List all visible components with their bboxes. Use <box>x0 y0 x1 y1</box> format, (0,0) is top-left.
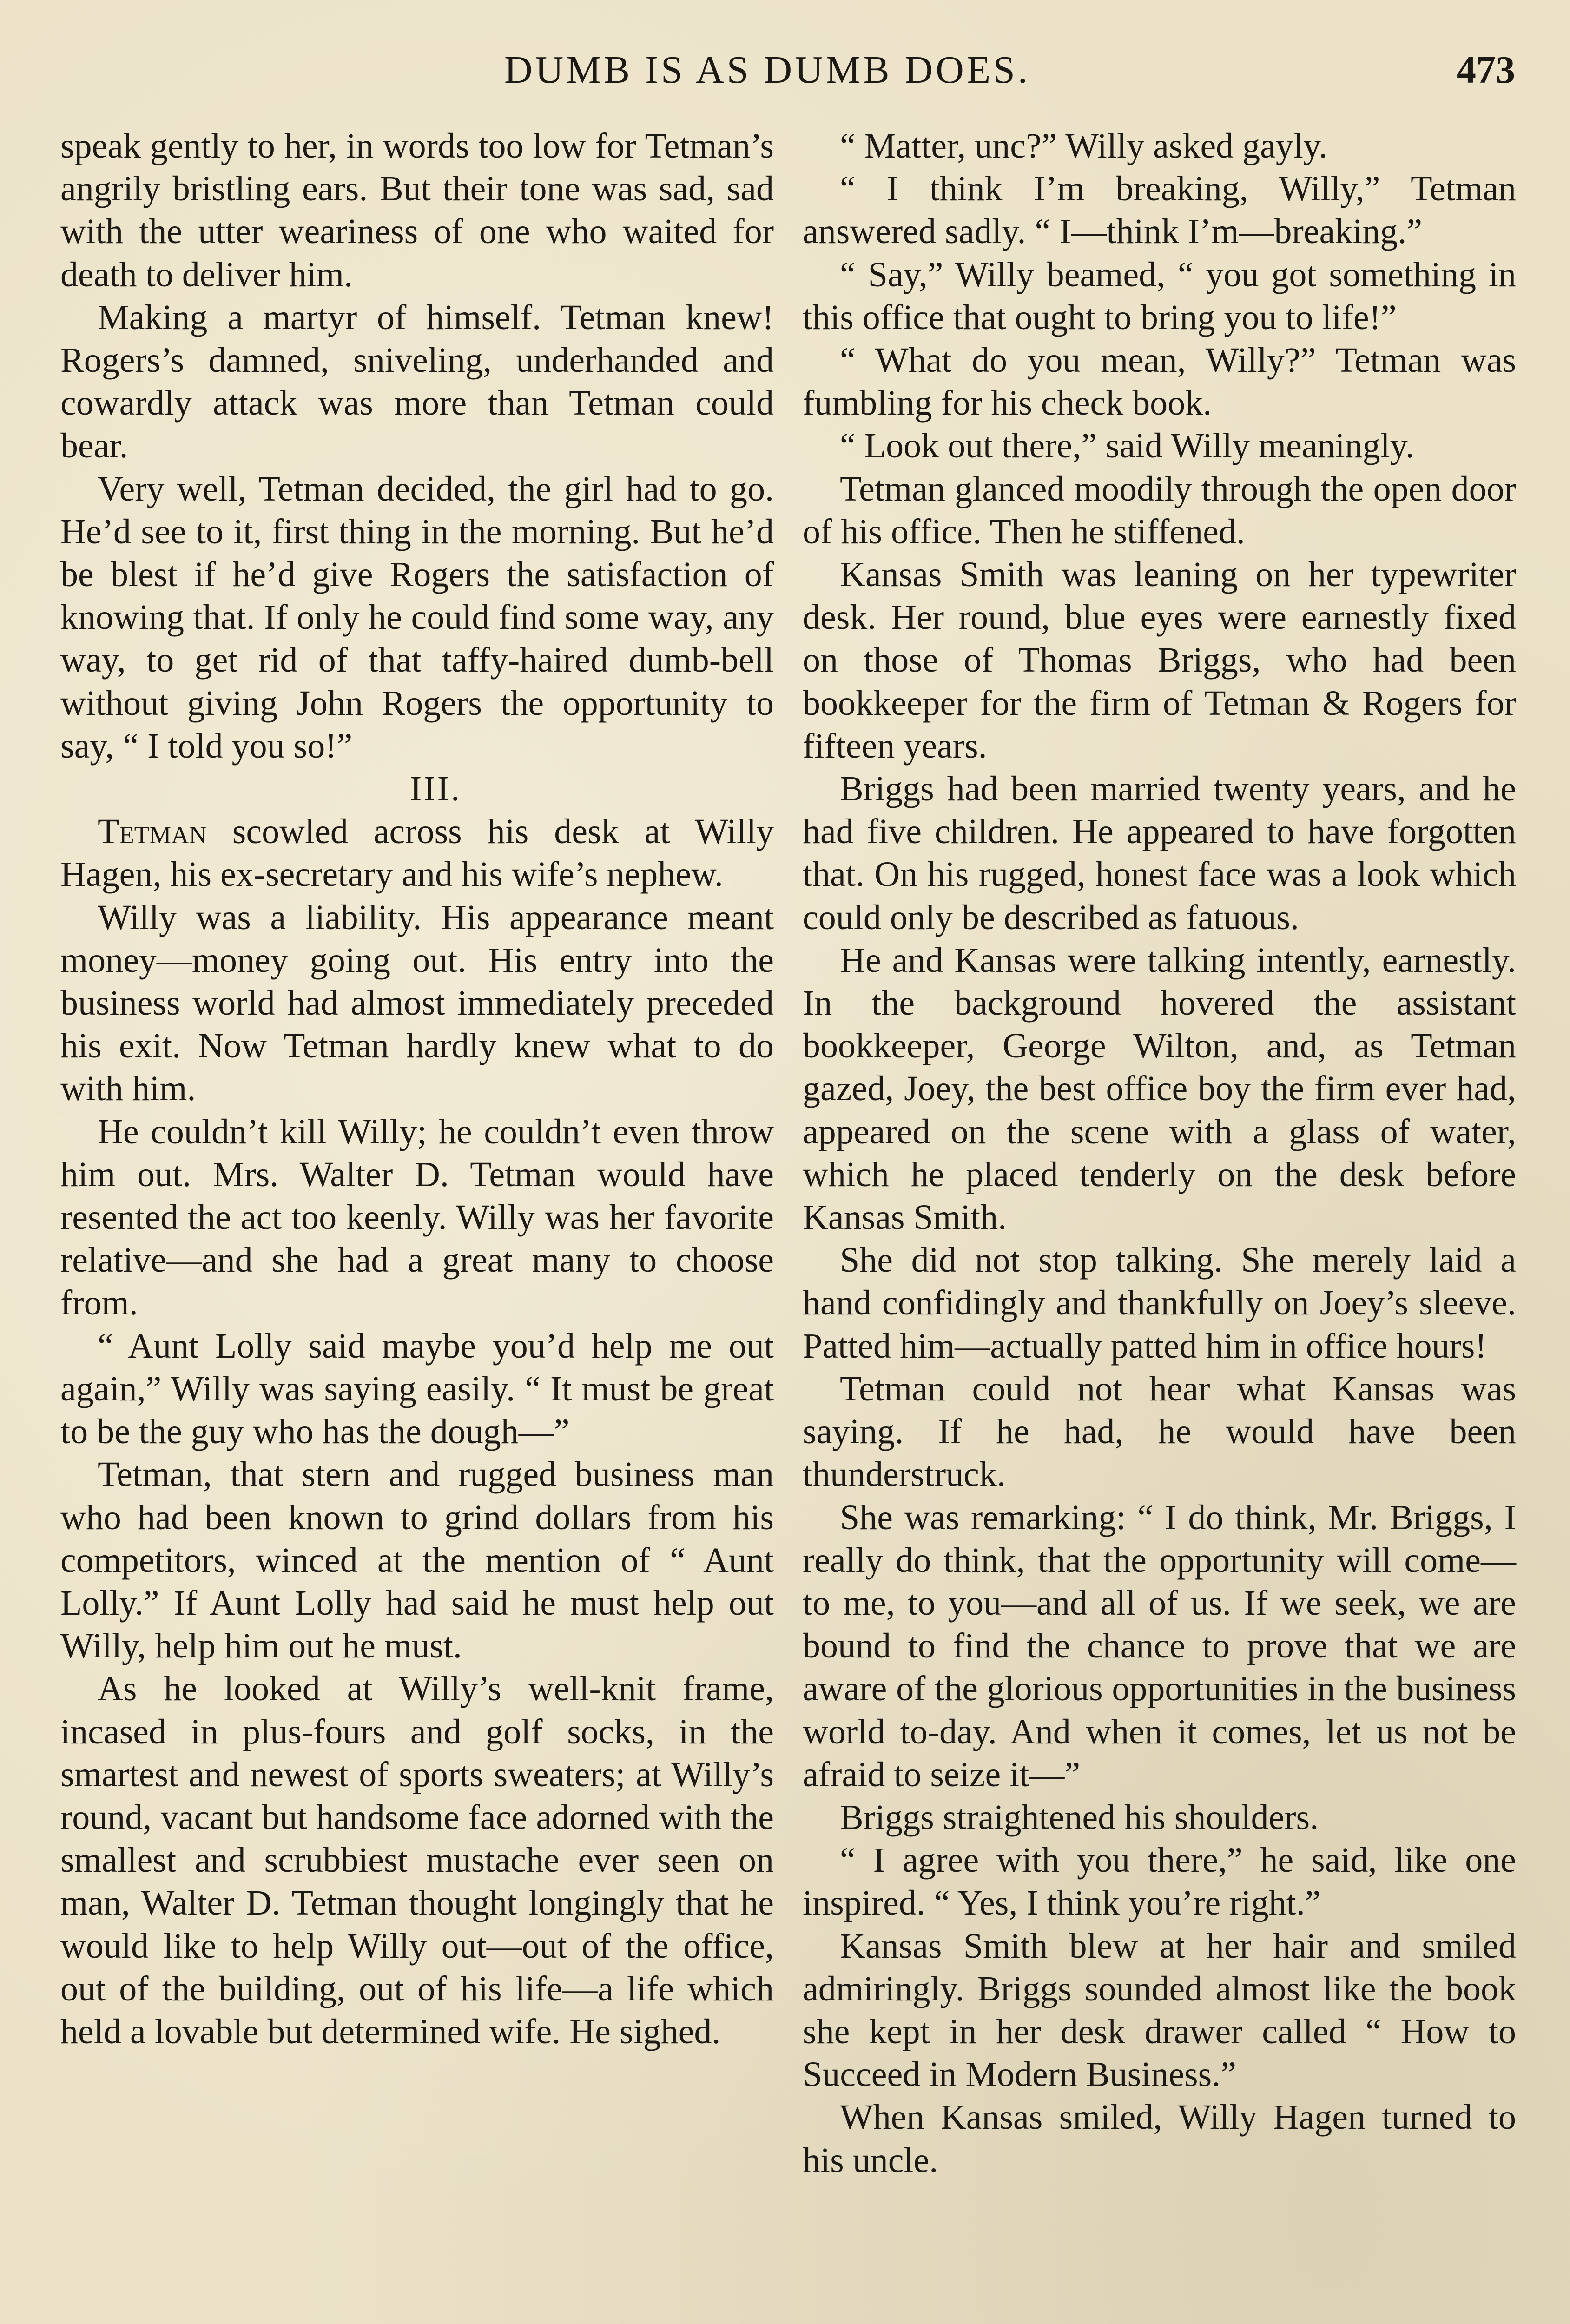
paragraph: “ Say,” Willy beamed, “ you got something in this office that ought to bring you to life!” <box>803 255 1516 337</box>
paragraph: speak gently to her, in words too low for Tetman’s angrily bristling ears. But their tone was sad, sad with the utter weariness of one who waited for death to deliver him. <box>60 126 774 294</box>
paragraph: “ Aunt Lolly said maybe you’d help me out again,” Willy was saying easily. “ It must be great to be the guy who has the dough—” <box>60 1326 774 1452</box>
left-column <box>60 125 774 2053</box>
paragraph: Kansas Smith blew at her hair and smiled admiringly. Briggs sounded almost like the book she kept in her desk drawer called “ How to Succeed in Modern Business.” <box>803 1926 1516 2094</box>
right-column <box>803 125 1516 2182</box>
paragraph: Tetman glanced moodily through the open door of his office. Then he stiffened. <box>803 469 1516 551</box>
paragraph: She did not stop talking. She merely laid a hand confidingly and thankfully on Joey’s sleeve. Patted him—actually patted him in office hours! <box>803 1241 1516 1366</box>
paragraph: Tetman, that stern and rugged business man who had been known to grind dollars from his competitors, winced at the mention of “ Aunt Lolly.” If Aunt Lolly had said he must help out Willy, help him out he must. <box>60 1455 774 1666</box>
running-title: DUMB IS AS DUMB DOES. <box>504 48 1030 92</box>
paragraph: When Kansas smiled, Willy Hagen turned to his uncle. <box>803 2098 1516 2180</box>
paragraph: As he looked at Willy’s well-knit frame, incased in plus-fours and golf socks, in the smartest and newest of sports sweaters; at Willy’s round, vacant but handsome face adorned with the smallest and scrubbiest mustache ever seen on man, Walter D. Tetman thought longingly that he would like to help Willy out—out of the office, out of the building, out of his life—a life which held a lovable but determined wife. He sighed. <box>60 1669 774 2051</box>
paragraph: He and Kansas were talking intently, earnestly. In the background hovered the assistant bookkeeper, George Wilton, and, as Tetman gazed, Joey, the best office boy the firm ever had, appeared on the scene with a glass of water, which he placed tenderly on the desk before Kansas Smith. <box>803 940 1516 1237</box>
paragraph: Very well, Tetman decided, the girl had to go. He’d see to it, first thing in the morning. But he’d be blest if he’d give Rogers the satisfaction of knowing that. If only he could find some way, any way, to get rid of that taffy-haired dumb-bell without giving John Rogers the opportunity to say, “ I told you so!” <box>60 469 774 766</box>
paragraph: Tetman could not hear what Kansas was saying. If he had, he would have been thunderstruck. <box>803 1369 1516 1494</box>
paragraph: Briggs had been married twenty years, and he had five children. He appeared to have forgotten that. On his rugged, honest face was a look which could only be described as fatuous. <box>803 769 1516 937</box>
paragraph: She was remarking: “ I do think, Mr. Briggs, I really do think, that the opportunity will come—to me, to you—and all of us. If we seek, we are bound to find the chance to prove that we are aware of the glorious opportunities in the business world to-day. And when it comes, let us not be afraid to seize it—” <box>803 1498 1516 1794</box>
paragraph: “ What do you mean, Willy?” Tetman was fumbling for his check book. <box>803 341 1516 423</box>
paragraph: Briggs straightened his shoulders. <box>840 1797 1319 1837</box>
paragraph: “ Look out there,” said Willy meaningly. <box>840 426 1414 466</box>
paragraph: He couldn’t kill Willy; he couldn’t even throw him out. Mrs. Walter D. Tetman would have resented the act too keenly. Willy was her favorite relative—and she had a great many to choose from. <box>60 1112 774 1323</box>
section-first-paragraph-text: scowled across his desk at Willy Hagen, his ex-secretary and his wife’s nephew. <box>60 812 774 894</box>
section-heading: III. <box>410 769 462 809</box>
section-lead-word: Tetman <box>98 812 207 852</box>
page-number: 473 <box>1457 48 1515 92</box>
paragraph: Willy was a liability. His appearance meant money—money going out. His entry into the business world had almost immediately preceded his exit. Now Tetman hardly knew what to do with him. <box>60 898 774 1109</box>
paragraph: “ I agree with you there,” he said, like one inspired. “ Yes, I think you’re right.” <box>803 1841 1516 1923</box>
paragraph: Kansas Smith was leaning on her typewriter desk. Her round, blue eyes were earnestly fixed on those of Thomas Briggs, who had been bookkeeper for the firm of Tetman & Rogers for fifteen years. <box>803 555 1516 766</box>
paragraph: Making a martyr of himself. Tetman knew! Rogers’s damned, sniveling, underhanded and cowardly attack was more than Tetman could bear. <box>60 297 774 466</box>
section-first-paragraph <box>60 810 774 896</box>
paragraph: “ I think I’m breaking, Willy,” Tetman answered sadly. “ I—think I’m—breaking.” <box>803 169 1516 251</box>
page-header <box>0 37 1570 102</box>
paragraph: “ Matter, unc?” Willy asked gayly. <box>840 126 1328 165</box>
